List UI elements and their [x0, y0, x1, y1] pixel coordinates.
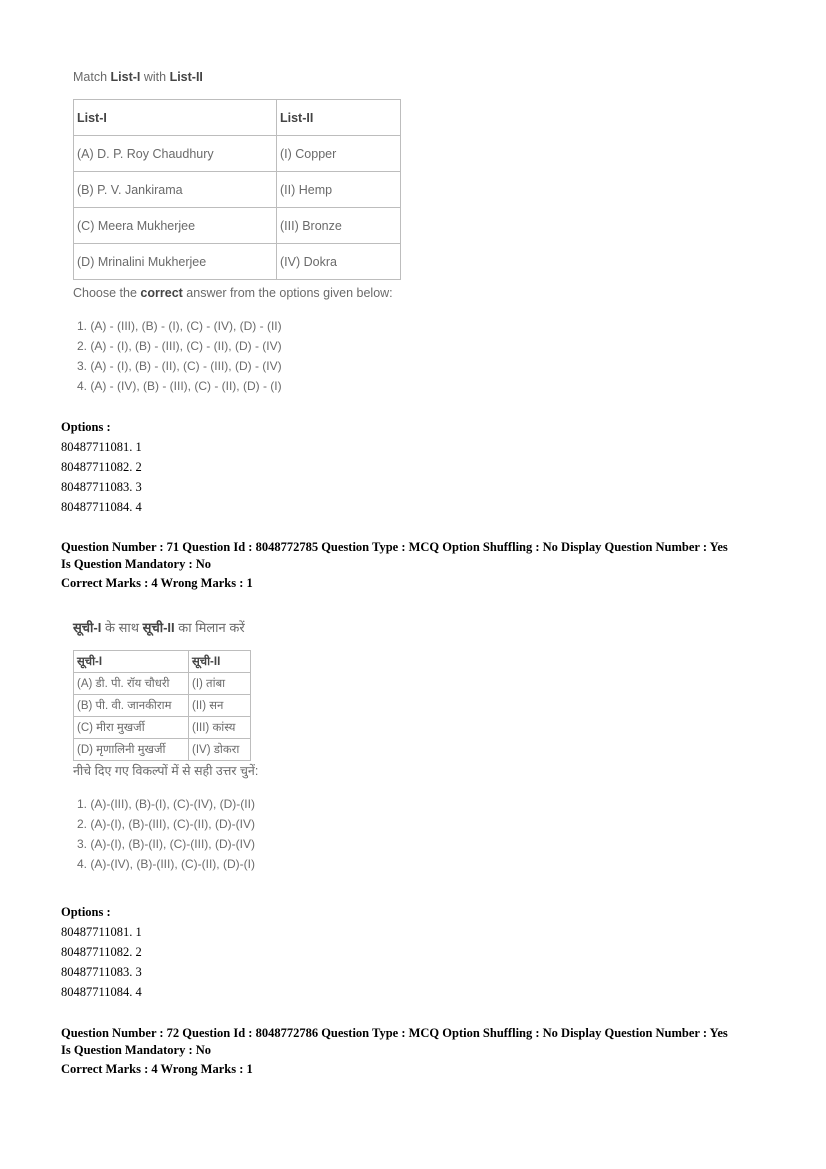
match-table: [73, 99, 401, 280]
answer-choice: 4. (A)-(IV), (B)-(III), (C)-(II), (D)-(I): [77, 857, 255, 871]
column-header: List-I: [74, 100, 277, 136]
table-row: (B) पी. वी. जानकीराम (II) सन: [74, 695, 251, 717]
question-72-meta: [61, 1025, 801, 1078]
option-item: 80487711082. 2: [61, 945, 142, 959]
answer-choice: 1. (A)-(III), (B)-(I), (C)-(IV), (D)-(II): [77, 797, 255, 811]
option-item: 80487711081. 1: [61, 925, 142, 939]
question-marks-line: Correct Marks : 4 Wrong Marks : 1: [61, 1062, 253, 1076]
answer-choice: 2. (A)-(I), (B)-(III), (C)-(II), (D)-(IV): [77, 817, 255, 831]
column-header: List-II: [277, 100, 401, 136]
question-70-image: [73, 68, 401, 396]
column-header: सूची-II: [189, 651, 251, 673]
option-item: 80487711081. 1: [61, 440, 142, 454]
table-row: (A) D. P. Roy Chaudhury (I) Copper: [74, 136, 401, 172]
option-item: 80487711083. 3: [61, 480, 142, 494]
table-row: (C) मीरा मुखर्जी (III) कांस्य: [74, 717, 251, 739]
match-instruction: सूची-I के साथ सूची-II का मिलान करें: [73, 620, 245, 635]
choose-instruction: नीचे दिए गए विकल्पों में से सही उत्तर चुनें:: [73, 764, 259, 778]
answer-choice: 1. (A) - (III), (B) - (I), (C) - (IV), (D) - (II): [77, 319, 282, 333]
answer-choice: 3. (A)-(I), (B)-(II), (C)-(III), (D)-(IV): [77, 837, 255, 851]
column-header: सूची-I: [74, 651, 189, 673]
answer-choice: 4. (A) - (IV), (B) - (III), (C) - (II), (D) - (I): [77, 379, 282, 393]
table-row: (C) Meera Mukherjee (III) Bronze: [74, 208, 401, 244]
question-info-line: Question Number : 72 Question Id : 8048772786 Question Type : MCQ Option Shuffling : No Display Question Number : Yes: [61, 1026, 728, 1040]
options-label: Options :: [61, 420, 111, 434]
answer-choices: [77, 794, 258, 874]
option-item: 80487711082. 2: [61, 460, 142, 474]
match-instruction: Match List-I with List-II: [73, 70, 203, 84]
answer-choices: [77, 316, 401, 396]
option-item: 80487711084. 4: [61, 500, 142, 514]
match-table: [73, 650, 251, 761]
question-71-meta: [61, 539, 801, 592]
table-row: (D) Mrinalini Mukherjee (IV) Dokra: [74, 244, 401, 280]
answer-choice: 2. (A) - (I), (B) - (III), (C) - (II), (D) - (IV): [77, 339, 282, 353]
question-marks-line: Correct Marks : 4 Wrong Marks : 1: [61, 576, 253, 590]
choose-instruction: Choose the correct answer from the options given below:: [73, 286, 393, 300]
question-71-image: [73, 618, 258, 874]
options-block: [61, 417, 142, 517]
table-row: (D) मृणालिनी मुखर्जी (IV) डोकरा: [74, 739, 251, 761]
option-item: 80487711083. 3: [61, 965, 142, 979]
option-item: 80487711084. 4: [61, 985, 142, 999]
options-label: Options :: [61, 905, 111, 919]
table-row: (B) P. V. Jankirama (II) Hemp: [74, 172, 401, 208]
question-mandatory-line: Is Question Mandatory : No: [61, 557, 212, 571]
answer-choice: 3. (A) - (I), (B) - (II), (C) - (III), (D) - (IV): [77, 359, 282, 373]
question-mandatory-line: Is Question Mandatory : No: [61, 1043, 212, 1057]
table-row: (A) डी. पी. रॉय चौधरी (I) तांबा: [74, 673, 251, 695]
question-info-line: Question Number : 71 Question Id : 8048772785 Question Type : MCQ Option Shuffling : No Display Question Number : Yes: [61, 540, 728, 554]
options-block: [61, 902, 142, 1002]
